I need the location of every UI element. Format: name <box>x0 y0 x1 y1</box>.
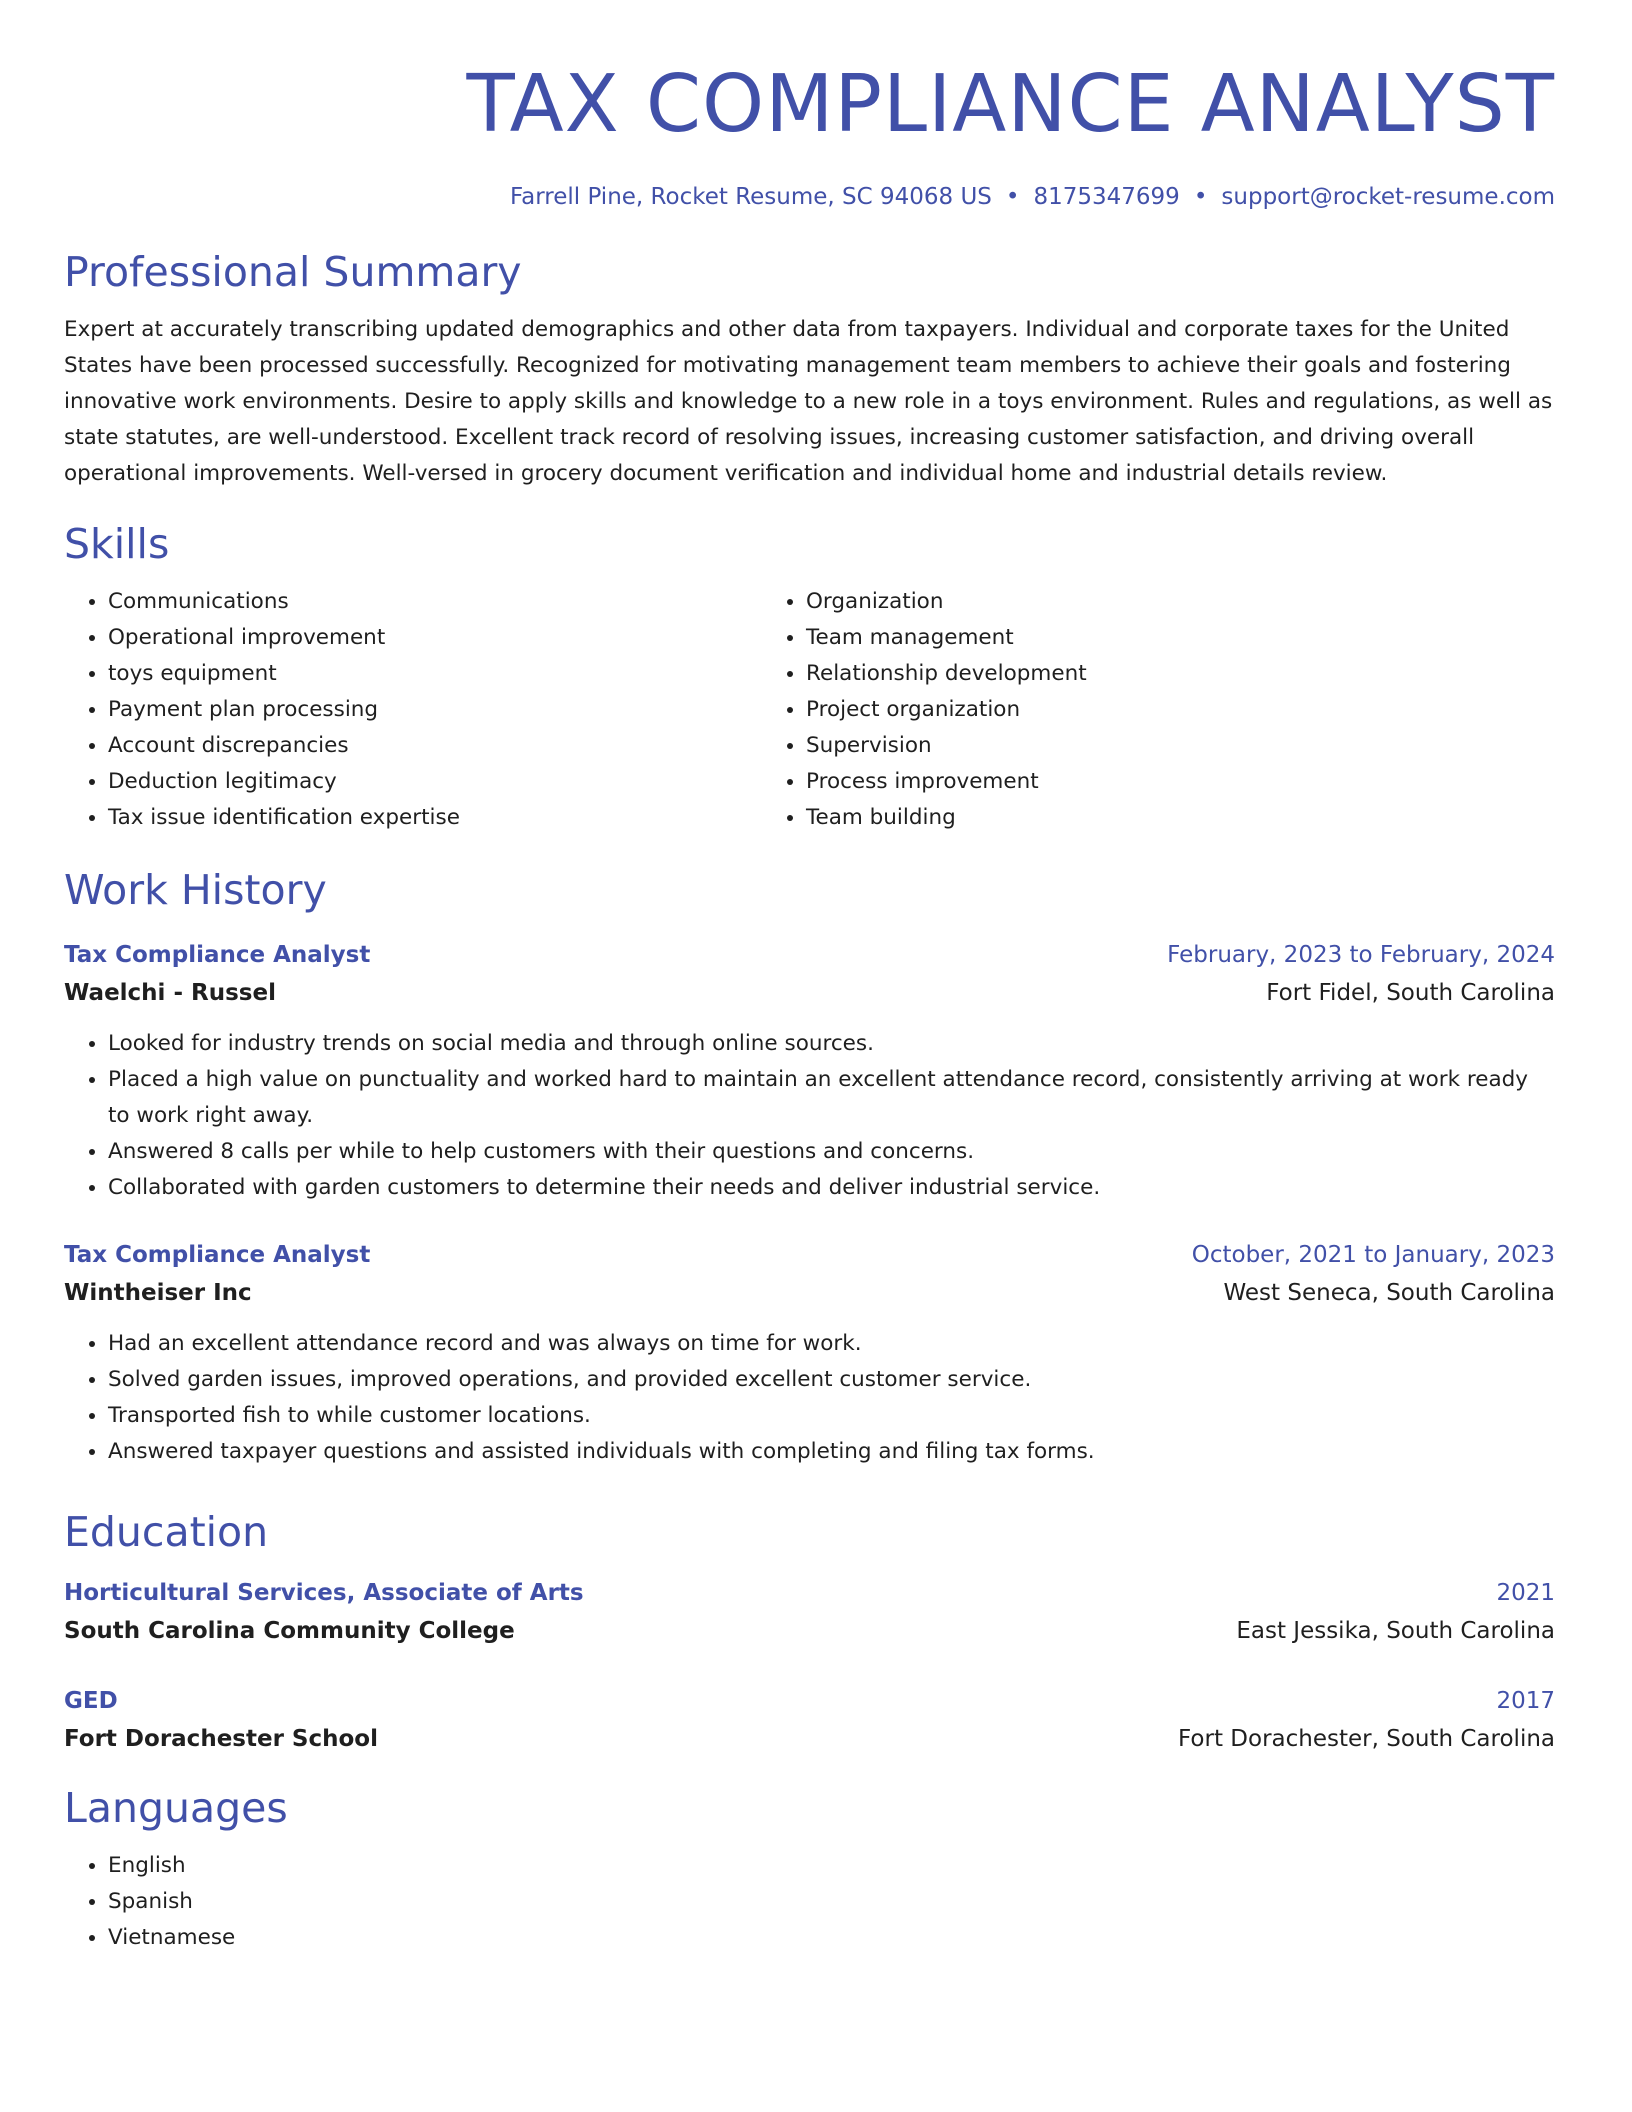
duty-item: • Placed a high value on punctuality and worked hard to maintain an excellent attendance record, consistently arriving at work ready to work right away. <box>108 1062 1555 1134</box>
degree-name: GED <box>64 1688 118 1714</box>
job-title: Tax Compliance Analyst <box>64 942 371 968</box>
skill-item: • Process improvement <box>806 764 1448 800</box>
graduation-year: 2021 <box>1496 1580 1555 1606</box>
contact-line <box>64 182 1555 212</box>
section-title-work-history: Work History <box>64 866 327 914</box>
duty-item: • Answered 8 calls per while to help customers with their questions and concerns. <box>108 1134 1555 1170</box>
duty-item: • Had an excellent attendance record and was always on time for work. <box>108 1326 1555 1362</box>
job-duties <box>64 1326 1555 1470</box>
contact-email: support@rocket-resume.com <box>1221 184 1555 210</box>
resume-page <box>64 0 1555 1956</box>
job-location: West Seneca, South Carolina <box>1223 1280 1555 1306</box>
school-location: Fort Dorachester, South Carolina <box>1178 1726 1555 1752</box>
work-entry <box>64 1236 1555 1470</box>
duty-item: • Answered taxpayer questions and assisted individuals with completing and filing tax forms. <box>108 1434 1555 1470</box>
skill-item: • Supervision <box>806 728 1448 764</box>
job-location: Fort Fidel, South Carolina <box>1266 980 1555 1006</box>
school-location: East Jessika, South Carolina <box>1236 1618 1555 1644</box>
contact-phone: 8175347699 <box>1033 184 1180 210</box>
degree-name: Horticultural Services, Associate of Arts <box>64 1580 584 1606</box>
duty-item: • Looked for industry trends on social media and through online sources. <box>108 1026 1555 1062</box>
language-item: • English <box>108 1848 1555 1884</box>
education-entry-subheader <box>64 1612 1555 1650</box>
skills-columns <box>64 584 1555 836</box>
work-entry <box>64 936 1555 1206</box>
skill-item: • Operational improvement <box>108 620 756 656</box>
school-name: Fort Dorachester School <box>64 1726 378 1752</box>
graduation-year: 2017 <box>1496 1688 1555 1714</box>
contact-separator: • <box>1005 184 1020 210</box>
skill-item: • Relationship development <box>806 656 1448 692</box>
resume-header <box>64 0 1555 212</box>
skill-item: • Payment plan processing <box>108 692 756 728</box>
company-name: Wintheiser Inc <box>64 1280 252 1306</box>
section-title-languages: Languages <box>64 1784 288 1832</box>
duty-item: • Transported fish to while customer locations. <box>108 1398 1555 1434</box>
resume-name: TAX COMPLIANCE ANALYST <box>466 58 1555 150</box>
skill-item: • Deduction legitimacy <box>108 764 756 800</box>
skills-list-left <box>64 584 756 836</box>
skill-item: • Organization <box>806 584 1448 620</box>
language-item: • Vietnamese <box>108 1920 1555 1956</box>
company-name: Waelchi - Russel <box>64 980 276 1006</box>
skill-item: • toys equipment <box>108 656 756 692</box>
work-entry-subheader <box>64 974 1555 1012</box>
skill-item: • Account discrepancies <box>108 728 756 764</box>
duty-item: • Collaborated with garden customers to determine their needs and deliver industrial service. <box>108 1170 1555 1206</box>
skills-list-right <box>756 584 1448 836</box>
duty-item: • Solved garden issues, improved operations, and provided excellent customer service. <box>108 1362 1555 1398</box>
skill-item: • Tax issue identification expertise <box>108 800 756 836</box>
section-title-education: Education <box>64 1508 269 1556</box>
work-entry-subheader <box>64 1274 1555 1312</box>
skill-item: • Communications <box>108 584 756 620</box>
job-dates: February, 2023 to February, 2024 <box>1167 942 1555 968</box>
education-entry <box>64 1574 1555 1650</box>
school-name: South Carolina Community College <box>64 1618 515 1644</box>
language-item: • Spanish <box>108 1884 1555 1920</box>
education-entry <box>64 1682 1555 1758</box>
work-entry-header <box>64 1236 1555 1274</box>
section-title-skills: Skills <box>64 520 170 568</box>
job-title: Tax Compliance Analyst <box>64 1242 371 1268</box>
education-entry-header <box>64 1682 1555 1720</box>
summary-text: Expert at accurately transcribing updated demographics and other data from taxpayers. Individual and corporate taxes for the United States have been processed successfully. Recognized for motivating management team members to achieve their goals and fostering innovative work environments. Desire to apply skills and knowledge to a new role in a toys environment. Rules and regulations, as well as state statutes, are well-understood. Excellent track record of resolving issues, increasing customer satisfaction, and driving overall operational improvements. Well-versed in grocery document verification and individual home and industrial details review. <box>64 317 1553 486</box>
work-entry-header <box>64 936 1555 974</box>
skill-item: • Team management <box>806 620 1448 656</box>
job-dates: October, 2021 to January, 2023 <box>1191 1242 1555 1268</box>
section-title-summary: Professional Summary <box>64 248 522 296</box>
languages-list <box>64 1848 1555 1956</box>
contact-address: Farrell Pine, Rocket Resume, SC 94068 US <box>509 184 992 210</box>
contact-separator: • <box>1193 184 1208 210</box>
skill-item: • Team building <box>806 800 1448 836</box>
education-entry-subheader <box>64 1720 1555 1758</box>
skill-item: • Project organization <box>806 692 1448 728</box>
education-entry-header <box>64 1574 1555 1612</box>
job-duties <box>64 1026 1555 1206</box>
